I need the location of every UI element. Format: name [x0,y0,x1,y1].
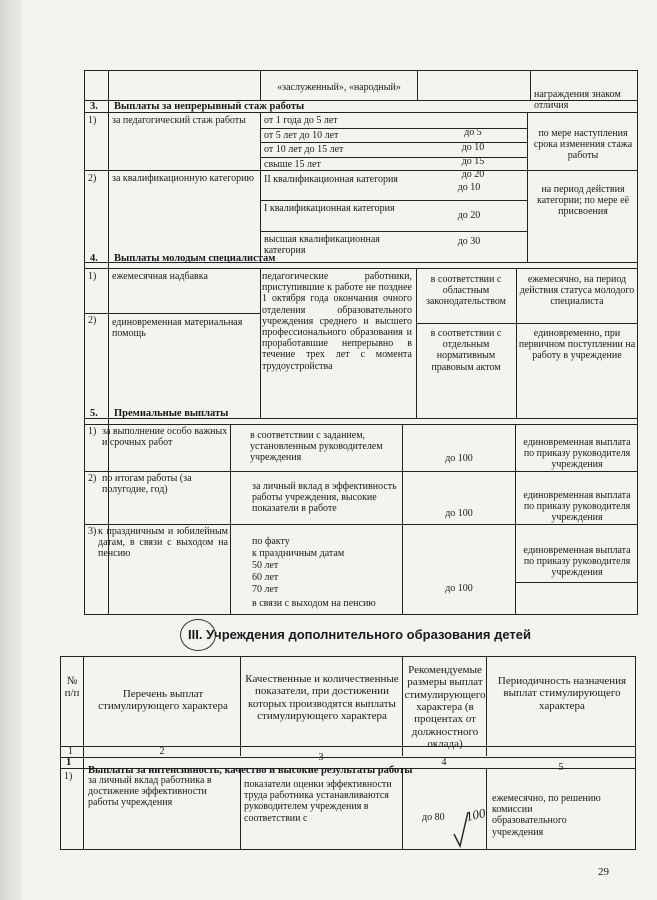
row-3-1-name: за педагогический стаж работы [112,115,246,126]
section-5-number: 5. [90,408,98,419]
category-1-value: до 10 [457,182,481,193]
bottom-row-1-criteria: показатели оценки эффективности труда работника устанавливаются руководителем учреждения в соответствии с [244,779,392,824]
row-5-2-name: по итогам работы (за полугодие, год) [102,473,192,496]
row-5-1-period: единовременная выплата по приказу руководителя учреждения [523,437,631,471]
row-5-1-name: за выполнение особо важных и срочных работ [102,426,228,449]
row-5-2-period: единовременная выплата по приказу руководителя учреждения [523,490,631,524]
bottom-row-1-period: ежемесячно, по решению комиссии образовательного учреждения [492,793,601,838]
young-specialist-period: ежемесячно, на период действия статуса молодого специалиста [519,274,635,308]
header-number: № п/п [64,675,80,700]
col-number-3: 3 [318,752,324,763]
row-5-1-number: 1) [88,426,97,437]
header-size: Рекомендуемые размеры выплат стимулирующего характера (в процентах от должностного оклада) [404,664,486,750]
young-specialist-size: в соответствии с областным законодательством [425,274,507,308]
page-number: 29 [598,866,609,878]
seniority-3-value: до 15 [461,156,485,167]
section-III-title: Учреждения дополнительного образования детей [206,627,532,642]
holiday-criteria-3: 50 лет [252,560,279,571]
seniority-1-label: от 1 года до 5 лет [264,115,338,126]
row-5-1-size: до 100 [445,453,473,464]
row-3-2-number: 2) [88,173,97,184]
row-5-3-size: до 100 [445,583,473,594]
young-specialist-criteria: педагогические работники, приступившие к работе не позднее 1 октября года окончания очного отделения образовательного учреждения среднего и высшего профессионального образования и проработавшие непрерывно в течение трех лет с момента трудоустройства [262,271,412,372]
row-5-3-number: 3) [88,526,97,537]
category-1-label: II квалификационная категория [264,174,398,185]
seniority-2-value: до 10 [461,142,485,153]
header-period: Периодичность назначения выплат стимулирующего характера [497,675,627,712]
bottom-row-1-size: до 80 [422,812,445,823]
bottom-section-1-number: 1 [66,757,72,768]
bottom-row-1-name: за личный вклад работника в достижение эффективности работы учреждения [88,775,212,809]
row-3-2-name: за квалификационную категорию [112,173,254,184]
section-III-heading [188,627,531,642]
category-2-label: I квалификационная категория [264,203,395,214]
seniority-1-value: до 5 [464,127,482,138]
holiday-criteria-5: 70 лет [252,584,279,595]
bottom-section-1-title: Выплаты за интенсивность, качество и высокие результаты работы [88,765,413,776]
col-number-5: 5 [558,762,564,773]
category-2-value: до 20 [457,210,481,221]
header-criteria: Качественные и количественные показатели, при достижении которых производятся выплаты стимулирующего характера [245,673,399,722]
section-4-title: Выплаты молодым специалистам [114,253,276,264]
category-period: на период действия категории; по мере её присвоения [537,184,629,218]
holiday-criteria-2: к праздничным датам [252,548,345,559]
row-5-1-criteria: в соответствии с заданием, установленным руководителем учреждения [250,430,383,464]
row-4-1-name: ежемесячная надбавка [112,271,208,282]
holiday-criteria-4: 60 лет [252,572,279,583]
section-III-roman: III. [188,627,203,642]
row-5-2-size: до 100 [445,508,473,519]
sheet-edge [0,0,22,900]
section-5-title: Премиальные выплаты [114,408,229,419]
seniority-4-label: свыше 15 лет [264,159,321,170]
category-3-label: высшая квалификационная категория [264,234,380,257]
row-4-2-name: единовременная материальная помощь [112,317,243,340]
section-3-number: 3. [90,101,98,112]
material-aid-size: в соответствии с отдельным нормативным правовым актом [430,328,502,373]
row-4-2-number: 2) [88,315,97,326]
seniority-2-label: от 5 лет до 10 лет [264,130,339,141]
awards-period-text: награждения знаком отличия [534,89,621,112]
row-5-2-number: 2) [88,473,97,484]
bottom-row-1-number: 1) [64,771,73,782]
section-4-number: 4. [90,253,98,264]
row-5-3-name: к праздничным и юбилейным датам, в связи с выходом на пенсию [98,526,228,560]
awards-titles-text: «заслуженный», «народный» [277,82,401,93]
row-5-3-period: единовременная выплата по приказу руководителя учреждения [523,545,631,579]
holiday-criteria-1: по факту [252,536,290,547]
seniority-4-value: до 20 [461,169,485,180]
col-number-1: 1 [68,746,73,757]
section-3-title: Выплаты за непрерывный стаж работы [114,101,305,112]
row-3-1-number: 1) [88,115,97,126]
col-number-4: 4 [441,757,447,768]
row-5-2-criteria: за личный вклад в эффективность работы учреждения, высокие показатели в работе [252,481,397,515]
handwritten-correction: 100 [464,805,487,824]
header-list: Перечень выплат стимулирующего характера [98,688,228,713]
category-3-value: до 30 [457,236,481,247]
seniority-3-label: от 10 лет до 15 лет [264,144,344,155]
col-number-2: 2 [159,746,165,757]
holiday-criteria-6: в связи с выходом на пенсию [252,598,376,609]
material-aid-period: единовременно, при первичном поступлении на работу в учреждение [518,328,636,362]
row-4-1-number: 1) [88,271,97,282]
seniority-period: по мере наступления срока изменения стажа работы [533,128,633,162]
